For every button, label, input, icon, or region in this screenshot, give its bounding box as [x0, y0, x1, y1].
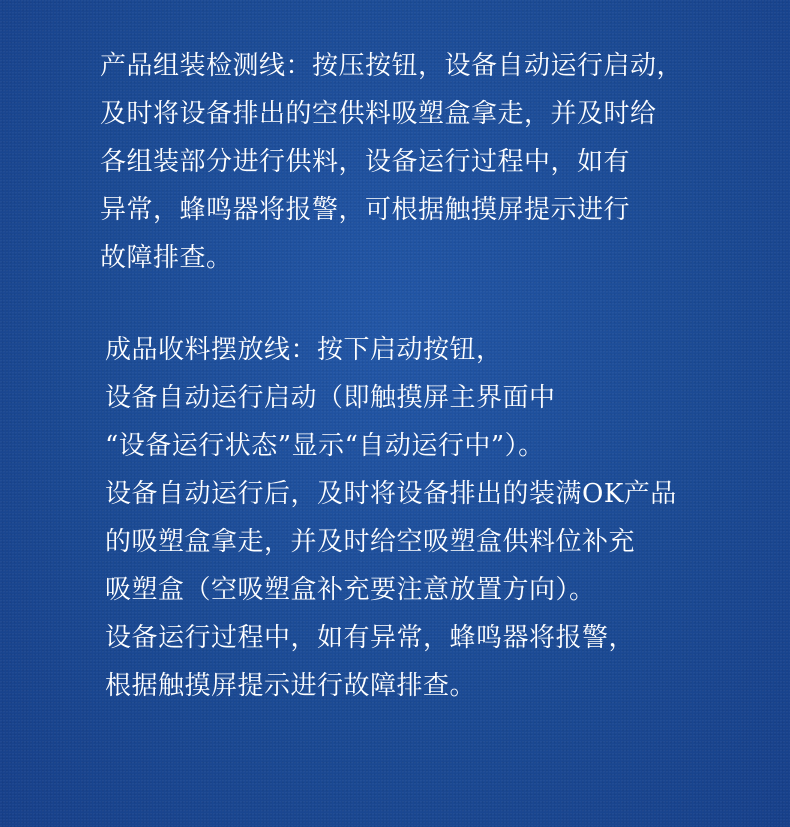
text-line: 设备自动运行启动（即触摸屏主界面中 [105, 383, 556, 413]
text-line: 吸塑盒（空吸塑盒补充要注意放置方向）。 [105, 575, 596, 605]
text-line: 产品组装检测线：按压按钮，设备自动运行启动， [100, 51, 684, 81]
text-line: 各组装部分进行供料，设备运行过程中，如有 [100, 147, 631, 177]
text-line: 设备运行过程中，如有异常，蜂鸣器将报警， [105, 623, 636, 653]
text-line: 异常，蜂鸣器将报警，可根据触摸屏提示进行 [100, 195, 631, 225]
assembly-line-instructions [100, 42, 683, 282]
text-line: 的吸塑盒拿走，并及时给空吸塑盒供料位补充 [105, 527, 636, 557]
finished-product-line-instructions [105, 326, 677, 710]
text-line: “设备运行状态”显示“自动运行中”）。 [105, 431, 545, 461]
text-line: 设备自动运行后，及时将设备排出的装满OK产品 [105, 479, 677, 509]
text-line: 根据触摸屏提示进行故障排查。 [105, 671, 477, 701]
text-line: 故障排查。 [100, 243, 233, 273]
text-line: 及时将设备排出的空供料吸塑盒拿走，并及时给 [100, 99, 657, 129]
text-line: 成品收料摆放线：按下启动按钮， [105, 335, 503, 365]
